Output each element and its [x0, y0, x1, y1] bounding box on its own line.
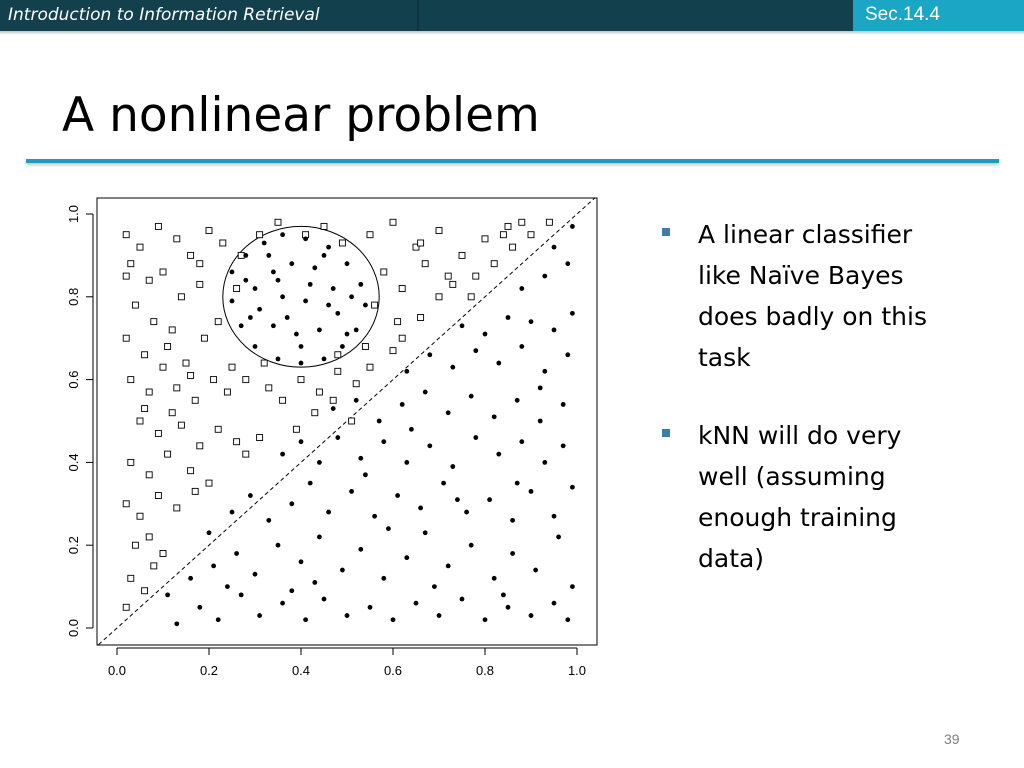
dot-point — [483, 332, 488, 337]
square-point — [418, 240, 424, 246]
dot-point — [529, 319, 534, 324]
dot-point — [473, 435, 478, 440]
dot-point — [299, 361, 304, 366]
dot-point — [211, 564, 216, 569]
dot-point — [506, 605, 511, 610]
dot-point — [358, 547, 363, 552]
square-point — [155, 223, 161, 229]
dot-point — [174, 621, 179, 626]
dot-point — [529, 489, 534, 494]
dot-point — [326, 303, 331, 308]
square-point — [188, 372, 194, 378]
dot-point — [322, 357, 327, 362]
square-point — [312, 410, 318, 416]
square-point — [128, 575, 134, 581]
dot-point — [565, 352, 570, 357]
dot-point — [345, 261, 350, 266]
dot-point — [266, 518, 271, 523]
dot-point — [538, 419, 543, 424]
dot-point — [529, 613, 534, 618]
bullet-list — [662, 214, 962, 616]
dot-point — [538, 385, 543, 390]
dot-point — [418, 506, 423, 511]
dot-point — [340, 568, 345, 573]
dot-point — [243, 253, 248, 258]
square-point — [335, 352, 341, 358]
dot-point — [308, 481, 313, 486]
square-point — [197, 281, 203, 287]
square-point — [188, 468, 194, 474]
square-point — [142, 588, 148, 594]
dot-point — [276, 543, 281, 548]
dot-point — [381, 439, 386, 444]
square-point — [510, 244, 516, 250]
dot-point — [280, 232, 285, 237]
course-title: Introduction to Information Retrieval — [8, 5, 320, 25]
dot-point — [230, 510, 235, 515]
dot-point — [335, 311, 340, 316]
dot-point — [460, 597, 465, 602]
dot-point — [280, 452, 285, 457]
dot-point — [561, 443, 566, 448]
square-point — [123, 335, 129, 341]
dot-point — [234, 551, 239, 556]
dot-point — [404, 555, 409, 560]
dot-point — [349, 294, 354, 299]
dot-point — [349, 489, 354, 494]
dot-point — [317, 460, 322, 465]
dot-point — [515, 481, 520, 486]
square-point — [169, 410, 175, 416]
dot-point — [423, 390, 428, 395]
dot-point — [326, 245, 331, 250]
square-point — [243, 377, 249, 383]
dot-point — [510, 518, 515, 523]
square-point — [178, 422, 184, 428]
square-point — [174, 385, 180, 391]
y-tick-label: 0.8 — [66, 287, 81, 306]
square-point — [519, 219, 525, 225]
square-point — [362, 343, 368, 349]
square-point — [128, 261, 134, 267]
bullet-text: A linear classifier like Naïve Bayes does badly on this task — [698, 220, 927, 372]
dot-point — [308, 282, 313, 287]
y-tick-label: 0.6 — [66, 370, 81, 389]
dot-point — [322, 253, 327, 258]
square-point — [206, 228, 212, 234]
square-point — [468, 294, 474, 300]
dot-point — [542, 369, 547, 374]
dot-point — [427, 443, 432, 448]
square-point — [123, 604, 129, 610]
square-point — [422, 261, 428, 267]
square-point — [137, 513, 143, 519]
square-point — [399, 335, 405, 341]
square-point — [390, 219, 396, 225]
dot-point — [299, 559, 304, 564]
square-point — [335, 368, 341, 374]
square-point — [418, 315, 424, 321]
dot-point — [404, 460, 409, 465]
x-tick-label: 0.4 — [291, 663, 311, 678]
bullet-marker-icon — [662, 228, 670, 236]
page-number: 39 — [944, 731, 960, 747]
square-point — [215, 426, 221, 432]
square-point — [372, 302, 378, 308]
dot-point — [469, 543, 474, 548]
dot-point — [299, 344, 304, 349]
dot-point — [570, 311, 575, 316]
square-point — [155, 493, 161, 499]
dot-point — [248, 493, 253, 498]
dot-point — [492, 576, 497, 581]
square-point — [123, 501, 129, 507]
square-point — [137, 418, 143, 424]
square-point — [367, 364, 373, 370]
dot-point — [519, 439, 524, 444]
square-point — [450, 281, 456, 287]
dot-point — [243, 278, 248, 283]
dot-point — [326, 510, 331, 515]
dot-point — [257, 613, 262, 618]
dot-point — [404, 369, 409, 374]
square-point — [142, 406, 148, 412]
dot-point — [230, 299, 235, 304]
dot-point — [570, 485, 575, 490]
dot-point — [515, 398, 520, 403]
square-point — [169, 327, 175, 333]
dot-point — [345, 613, 350, 618]
dot-point — [469, 394, 474, 399]
square-point — [123, 273, 129, 279]
dot-point — [262, 241, 267, 246]
dot-point — [354, 328, 359, 333]
square-point — [160, 269, 166, 275]
square-point — [367, 232, 373, 238]
square-point — [459, 252, 465, 258]
dot-point — [289, 501, 294, 506]
square-point — [224, 389, 230, 395]
dot-point — [239, 323, 244, 328]
x-tick-label: 0.0 — [107, 663, 127, 678]
square-point — [275, 219, 281, 225]
square-point — [316, 389, 322, 395]
bullet-marker-icon — [662, 429, 670, 437]
dot-point — [496, 361, 501, 366]
x-tick-label: 0.8 — [475, 663, 495, 678]
dot-point — [317, 328, 322, 333]
dot-point — [432, 584, 437, 589]
dot-point — [460, 323, 465, 328]
dot-point — [335, 435, 340, 440]
x-tick-label: 0.2 — [199, 663, 219, 678]
dot-point — [570, 584, 575, 589]
dot-point — [483, 617, 488, 622]
dot-point — [253, 286, 258, 291]
dot-point — [363, 303, 368, 308]
dot-point — [253, 344, 258, 349]
square-point — [206, 480, 212, 486]
dot-point — [542, 460, 547, 465]
square-point — [280, 397, 286, 403]
dot-point — [423, 530, 428, 535]
square-point — [142, 352, 148, 358]
dot-point — [533, 568, 538, 573]
y-tick-label: 0.0 — [66, 618, 81, 638]
square-point — [128, 377, 134, 383]
dot-point — [552, 514, 557, 519]
dot-point — [303, 299, 308, 304]
square-point — [546, 219, 552, 225]
dot-point — [565, 261, 570, 266]
square-point — [178, 294, 184, 300]
dot-point — [271, 323, 276, 328]
dot-point — [441, 481, 446, 486]
dot-point — [363, 472, 368, 477]
square-point — [500, 232, 506, 238]
square-point — [211, 377, 217, 383]
square-point — [473, 273, 479, 279]
dot-point — [473, 348, 478, 353]
dot-point — [276, 278, 281, 283]
dot-point — [312, 265, 317, 270]
square-point — [160, 364, 166, 370]
square-point — [192, 488, 198, 494]
square-point — [353, 381, 359, 387]
dot-point — [570, 224, 575, 229]
square-point — [132, 542, 138, 548]
dot-point — [354, 398, 359, 403]
dot-point — [561, 402, 566, 407]
dot-point — [400, 402, 405, 407]
square-point — [243, 451, 249, 457]
dot-point — [248, 315, 253, 320]
square-point — [146, 389, 152, 395]
dot-point — [289, 588, 294, 593]
square-point — [128, 459, 134, 465]
dot-point — [345, 332, 350, 337]
dot-point — [285, 315, 290, 320]
slide-title: A nonlinear problem — [62, 88, 540, 143]
dot-point — [556, 535, 561, 540]
dot-point — [197, 605, 202, 610]
dot-point — [207, 530, 212, 535]
y-tick-label: 0.2 — [66, 536, 81, 555]
dot-point — [450, 365, 455, 370]
section-label: Sec.14.4 — [865, 4, 940, 25]
dot-point — [506, 315, 511, 320]
dot-point — [225, 584, 230, 589]
square-point — [399, 286, 405, 292]
square-point — [482, 236, 488, 242]
dot-point — [552, 601, 557, 606]
dot-point — [409, 427, 414, 432]
square-point — [339, 240, 345, 246]
square-point — [261, 360, 267, 366]
dot-point — [266, 253, 271, 258]
square-point — [505, 223, 511, 229]
square-point — [257, 232, 263, 238]
dot-point — [257, 307, 262, 312]
square-point — [201, 335, 207, 341]
dot-point — [446, 564, 451, 569]
dot-point — [492, 414, 497, 419]
dot-point — [496, 452, 501, 457]
square-point — [146, 534, 152, 540]
square-point — [349, 418, 355, 424]
x-tick-label: 0.6 — [383, 663, 403, 678]
square-point — [160, 550, 166, 556]
square-point — [266, 385, 272, 391]
square-point — [197, 443, 203, 449]
dot-point — [230, 270, 235, 275]
dot-point — [552, 328, 557, 333]
square-point — [151, 563, 157, 569]
dot-point — [239, 592, 244, 597]
bullet-text: kNN will do very well (assuming enough training data) — [698, 421, 902, 573]
dot-point — [427, 352, 432, 357]
square-point — [220, 240, 226, 246]
dot-point — [294, 332, 299, 337]
dot-point — [368, 605, 373, 610]
square-point — [528, 232, 534, 238]
dot-point — [276, 357, 281, 362]
dot-point — [216, 617, 221, 622]
dot-point — [510, 551, 515, 556]
square-point — [151, 319, 157, 325]
square-point — [390, 348, 396, 354]
square-point — [215, 319, 221, 325]
square-point — [298, 377, 304, 383]
dot-point — [303, 617, 308, 622]
square-point — [238, 252, 244, 258]
dot-point — [303, 236, 308, 241]
dot-point — [552, 245, 557, 250]
dot-point — [372, 514, 377, 519]
square-point — [146, 472, 152, 478]
dot-point — [340, 344, 345, 349]
dot-point — [391, 617, 396, 622]
dot-point — [386, 526, 391, 531]
y-tick-label: 0.4 — [66, 453, 81, 472]
square-point — [436, 294, 442, 300]
square-point — [197, 261, 203, 267]
square-point — [330, 397, 336, 403]
dot-point — [450, 464, 455, 469]
square-point — [234, 286, 240, 292]
dot-point — [165, 592, 170, 597]
square-point — [137, 244, 143, 250]
square-point — [395, 319, 401, 325]
dot-point — [331, 286, 336, 291]
square-point — [229, 364, 235, 370]
square-point — [146, 277, 152, 283]
dot-point — [501, 592, 506, 597]
dot-point — [280, 601, 285, 606]
dot-point — [414, 601, 419, 606]
square-point — [165, 451, 171, 457]
dot-point — [299, 439, 304, 444]
dot-point — [188, 576, 193, 581]
dot-point — [331, 406, 336, 411]
square-point — [132, 302, 138, 308]
dot-point — [455, 497, 460, 502]
dot-point — [289, 261, 294, 266]
bullet-item — [662, 415, 962, 579]
square-point — [445, 273, 451, 279]
dot-point — [565, 617, 570, 622]
dot-point — [395, 493, 400, 498]
plot-area — [99, 197, 596, 644]
dot-point — [271, 270, 276, 275]
square-point — [123, 232, 129, 238]
dot-point — [322, 597, 327, 602]
dot-point — [446, 410, 451, 415]
square-point — [381, 269, 387, 275]
dot-point — [464, 510, 469, 515]
square-point — [321, 223, 327, 229]
square-point — [174, 505, 180, 511]
dot-point — [280, 294, 285, 299]
dot-point — [377, 419, 382, 424]
square-point — [183, 360, 189, 366]
bullet-item — [662, 214, 962, 378]
square-point — [257, 435, 263, 441]
square-point — [155, 430, 161, 436]
dot-point — [317, 535, 322, 540]
dot-point — [358, 282, 363, 287]
dot-point — [519, 286, 524, 291]
dot-point — [381, 576, 386, 581]
dot-point — [487, 497, 492, 502]
dot-point — [312, 580, 317, 585]
square-point — [174, 236, 180, 242]
x-tick-label: 1.0 — [567, 663, 587, 678]
square-point — [234, 439, 240, 445]
dot-point — [358, 456, 363, 461]
square-point — [436, 228, 442, 234]
square-point — [192, 397, 198, 403]
square-point — [293, 426, 299, 432]
dot-point — [519, 344, 524, 349]
square-point — [188, 252, 194, 258]
dot-point — [542, 274, 547, 279]
square-point — [491, 261, 497, 267]
y-tick-label: 1.0 — [66, 204, 81, 224]
dot-point — [437, 613, 442, 618]
dot-point — [253, 572, 258, 577]
square-point — [165, 343, 171, 349]
